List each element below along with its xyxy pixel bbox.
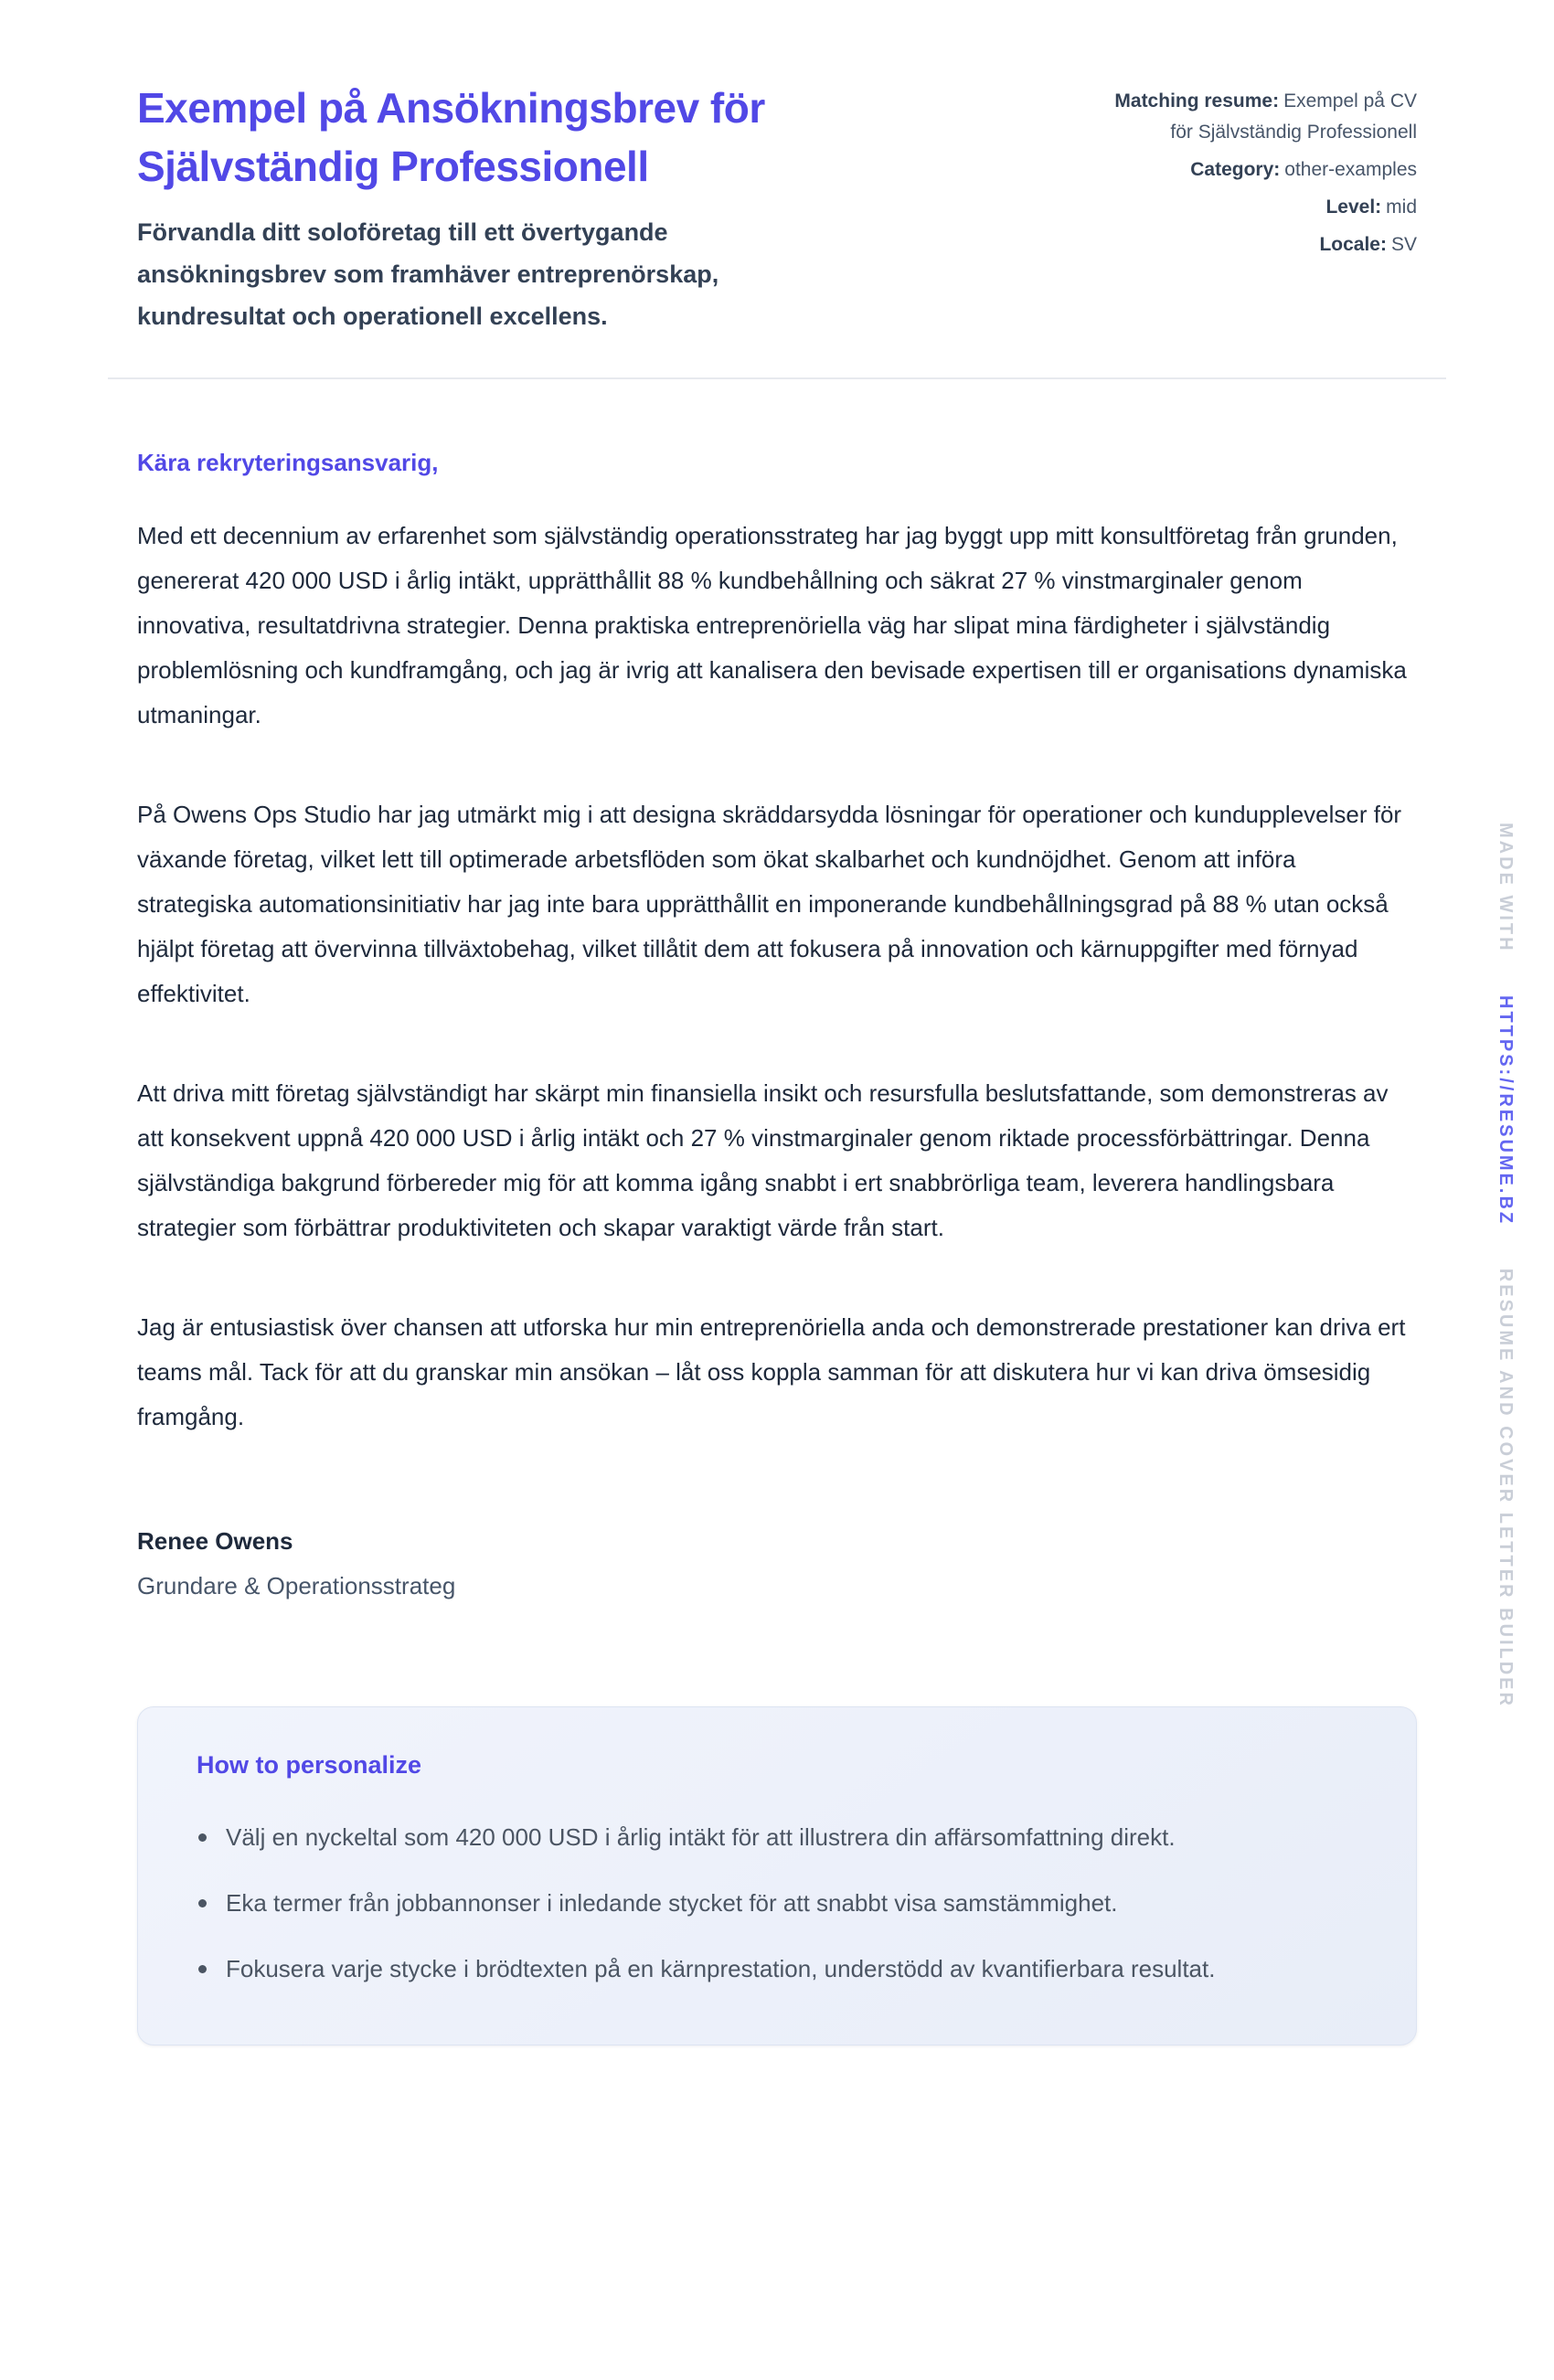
bullet-dot — [198, 1899, 207, 1907]
tip-text-1: Välj en nyckeltal som 420 000 USD i årlig intäkt för att illustrera din affärsomfattning direkt. — [226, 1822, 1176, 1851]
watermark-builder-label: RESUME AND COVER LETTER BUILDER — [1495, 1268, 1516, 1708]
header-titles — [137, 79, 868, 337]
meta-category-label: Category: — [1190, 159, 1281, 180]
letter-paragraph-4: Jag är entusiastisk över chansen att utforska hur min entreprenöriella anda och demonstrerade prestationer kan driva ert teams mål. Tack för att du granskar min ansökan – låt oss koppla samman för att diskutera hur vi kan driva ömsesidig framgång. — [137, 1312, 1406, 1430]
meta-level-value: mid — [1386, 197, 1417, 218]
meta-matching-resume — [1097, 86, 1417, 148]
meta-matching-resume-label: Matching resume: — [1114, 90, 1280, 112]
meta-panel — [1097, 79, 1417, 267]
tips-heading: How to personalize — [197, 1750, 422, 1779]
meta-matching-resume-value: Exempel på CV för Självständig Professionell — [1170, 90, 1417, 143]
meta-category-value: other-examples — [1284, 159, 1417, 180]
header — [137, 79, 1417, 337]
watermark-made-with-label: MADE WITH — [1495, 823, 1516, 953]
letter-paragraph-3: Att driva mitt företag självständigt har skärpt min finansiella insikt och resursfulla beslutsfattande, som demonstreras av att konsekvent uppnå 420 000 USD i årlig intäkt och 27 % vinstmarginaler genom riktade processförbättringar. Denna självständiga bakgrund förbereder mig för att komma igång snabbt i ert snabbrörliga team, leverera handlingsbara strategier som förbättrar produktiviteten och skapar varaktigt värde från start. — [137, 1078, 1389, 1241]
tip-item-1 — [197, 1814, 1357, 1860]
watermark-resume-bz-link[interactable]: HTTPS://RESUME.BZ — [1495, 995, 1516, 1227]
meta-category — [1097, 154, 1417, 186]
letter-greeting: Kära rekryteringsansvarig, — [137, 448, 439, 476]
tips-list — [197, 1814, 1357, 1992]
meta-locale — [1097, 229, 1417, 260]
signature-title: Grundare & Operationsstrateg — [137, 1571, 456, 1599]
letter-paragraph-1: Med ett decennium av erfarenhet som självständig operationsstrateg har jag byggt upp mitt konsultföretag från grunden, genererat 420 000 USD i årlig intäkt, upprätthållit 88 % kundbehållning och säkrat 27 % vinstmarginaler genom innovativa, resultatdrivna strategier. Denna praktiska entreprenöriella väg har slipat mina färdigheter i självständig problemlösning och kundframgång, och jag är ivrig att kanalisera den bevisade expertisen till er organisations dynamiska utmaningar. — [137, 521, 1407, 728]
meta-level-label: Level: — [1325, 197, 1382, 218]
bullet-dot — [198, 1965, 207, 1973]
page-title: Exempel på Ansökningsbrev för Självständig Professionell — [137, 84, 765, 191]
meta-locale-value: SV — [1390, 234, 1417, 255]
watermark-sidebar — [1495, 823, 1516, 1708]
meta-locale-label: Locale: — [1319, 234, 1387, 255]
page-subtitle: Förvandla ditt soloföretag till ett övertygande ansökningsbrev som framhäver entreprenörskap, kundresultat och operationell excellens. — [137, 218, 719, 330]
meta-level — [1097, 192, 1417, 223]
letter-paragraph-2: På Owens Ops Studio har jag utmärkt mig i att designa skräddarsydda lösningar för operationer och kundupplevelser för växande företag, vilket lett till optimerade arbetsflöden som ökat skalbarhet och kundnöjdhet. Genom att införa strategiska automationsinitiativ har jag inte bara upprätthållit en imponerande kundbehållningsgrad på 88 % utan också hjälpt företag att övervinna tillväxtobehag, vilket tillåtit dem att fokusera på innovation och kärnuppgifter med förnyad effektivitet. — [137, 800, 1402, 1007]
bullet-dot — [198, 1833, 207, 1842]
tip-text-2: Eka termer från jobbannonser i inledande stycket för att snabbt visa samstämmighet. — [226, 1888, 1118, 1917]
cover-letter-body — [137, 449, 1417, 1600]
tip-item-3 — [197, 1946, 1357, 1992]
tip-text-3: Fokusera varje stycke i brödtexten på en kärnprestation, understödd av kvantifierbara resultat. — [226, 1954, 1216, 1982]
tip-item-2 — [197, 1880, 1357, 1926]
tips-box — [137, 1706, 1417, 2045]
signature-name: Renee Owens — [137, 1526, 293, 1555]
header-divider — [108, 377, 1446, 379]
